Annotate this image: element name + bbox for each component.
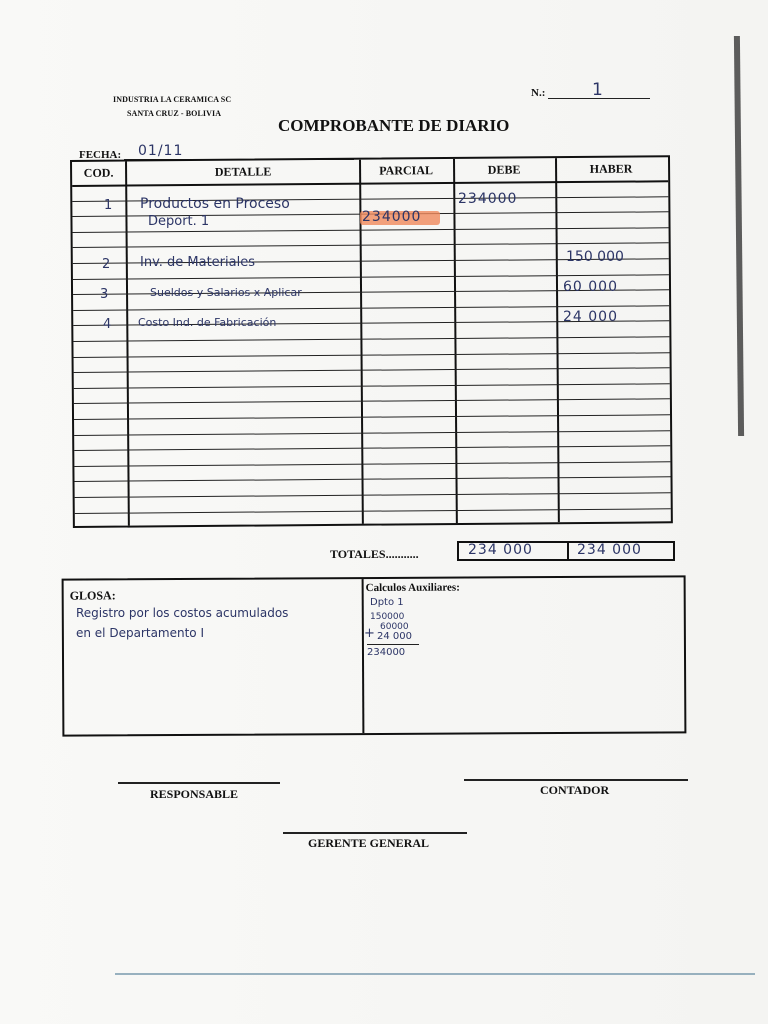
col-cod-header: COD.	[83, 165, 114, 180]
table-rule	[74, 352, 670, 358]
glosa-divider	[362, 579, 364, 733]
entry-detalle: Sueldos y Salarios x Aplicar	[150, 286, 302, 299]
table-rule	[75, 492, 671, 498]
number-label: N.:	[531, 87, 546, 99]
entry-haber: 150 000	[566, 249, 624, 265]
calc-value: 24 000	[377, 631, 412, 642]
glosa-line-1: Registro por los costos acumulados	[76, 606, 289, 620]
bottom-edge-line	[115, 973, 755, 975]
calc-dept: Dpto 1	[370, 597, 404, 608]
entry-detalle: Inv. de Materiales	[140, 255, 255, 270]
entry-parcial: 234000	[362, 209, 422, 225]
calc-value: 60000	[380, 622, 409, 632]
entry-detalle: Deport. 1	[148, 214, 210, 229]
signature-line-contador	[464, 779, 688, 781]
entry-haber: 60 000	[563, 279, 618, 295]
table-rule	[74, 430, 670, 436]
entry-detalle: Productos en Proceso	[140, 196, 290, 212]
table-rule	[74, 414, 670, 420]
signature-line-responsable	[118, 782, 280, 784]
fecha-label: FECHA:	[79, 149, 122, 161]
col-parcial-header: PARCIAL	[379, 163, 434, 178]
totales-label: TOTALES...........	[330, 547, 419, 561]
entry-cod: 4	[103, 317, 112, 332]
total-haber: 234 000	[577, 542, 642, 558]
table-rule	[75, 508, 671, 514]
signature-responsable: RESPONSABLE	[150, 787, 239, 801]
table-rule	[74, 399, 670, 405]
entry-cod: 2	[102, 257, 111, 272]
table-rule	[75, 477, 671, 483]
table-rule	[74, 445, 670, 451]
company-location: SANTA CRUZ - BOLIVIA	[127, 109, 222, 118]
col-detalle-header: DETALLE	[214, 164, 272, 179]
total-debe: 234 000	[468, 542, 533, 558]
fecha-value: 01/11	[138, 143, 184, 159]
entry-cod: 1	[104, 198, 113, 213]
entry-haber: 24 000	[563, 309, 618, 325]
table-rule	[73, 336, 669, 342]
table-rule	[74, 383, 670, 389]
table-rule	[74, 461, 670, 467]
entry-detalle: Costo Ind. de Fabricación	[138, 316, 277, 329]
number-value: 1	[592, 80, 603, 100]
table-rule	[74, 367, 670, 373]
signature-contador: CONTADOR	[540, 783, 610, 797]
glosa-line-2: en el Departamento I	[76, 626, 204, 640]
glosa-label: GLOSA:	[69, 588, 116, 603]
calc-value: 150000	[370, 612, 405, 622]
company-name: INDUSTRIA LA CERAMICA SC	[113, 95, 232, 104]
signature-line-gerente	[283, 832, 467, 834]
calc-total: 234000	[367, 647, 406, 658]
totales-divider	[567, 543, 569, 559]
col-debe-header: DEBE	[487, 162, 521, 177]
entry-cod: 3	[100, 287, 109, 302]
table-header	[72, 157, 668, 187]
entry-debe: 234000	[458, 191, 518, 207]
calc-plus: +	[364, 626, 375, 641]
calculos-label: Calculos Auxiliares:	[365, 581, 460, 595]
document-title: COMPROBANTE DE DIARIO	[278, 116, 510, 135]
signature-gerente: GERENTE GENERAL	[308, 836, 430, 850]
col-haber-header: HABER	[589, 161, 633, 176]
calc-sum-line	[367, 644, 419, 645]
table-rule	[73, 243, 669, 249]
